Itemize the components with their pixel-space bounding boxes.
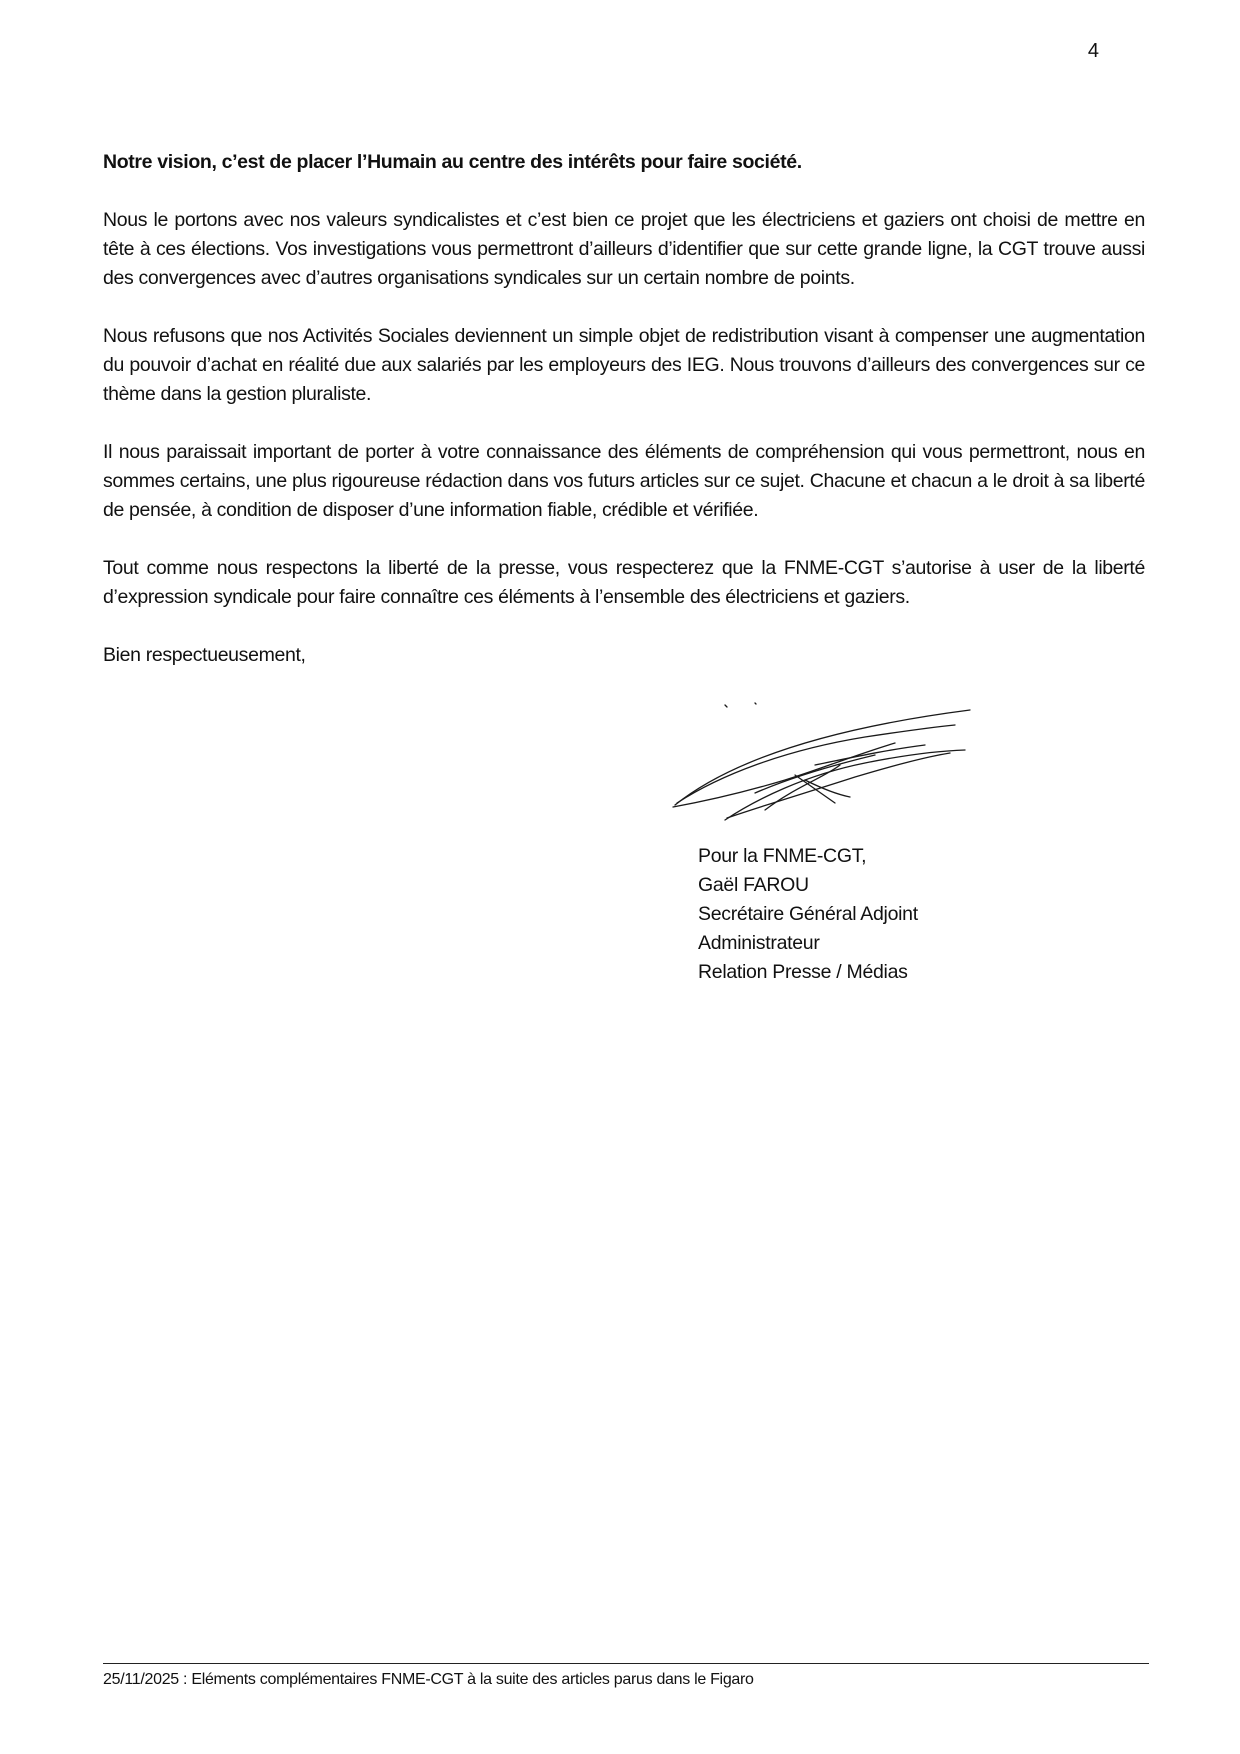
paragraph-2: Nous refusons que nos Activités Sociales deviennent un simple objet de redistribution visant à compenser une augmentation du pouvoir d’achat en réalité due aux salariés par les employeurs des IEG. Nous trouvons d’ailleurs des convergences sur ce thème dans la gestion pluraliste. bbox=[103, 325, 1145, 405]
paragraph-4: Tout comme nous respectons la liberté de la presse, vous respecterez que la FNME-CGT s’autorise à user de la liberté d’expression syndicale pour faire connaître ces éléments à l’ensemble des électriciens et gaziers. bbox=[103, 557, 1145, 608]
letter-body bbox=[103, 148, 1145, 699]
footer-divider bbox=[103, 1663, 1149, 1664]
signatory-department: Relation Presse / Médias bbox=[698, 961, 908, 983]
signatory-organization: Pour la FNME-CGT, bbox=[698, 845, 867, 867]
letter-heading: Notre vision, c’est de placer l’Humain au centre des intérêts pour faire société. bbox=[103, 151, 802, 173]
signatory-role: Administrateur bbox=[698, 932, 820, 954]
signatory-title: Secrétaire Général Adjoint bbox=[698, 903, 918, 925]
page-number: 4 bbox=[1087, 40, 1099, 62]
signatory-block bbox=[698, 842, 918, 987]
closing-line: Bien respectueusement, bbox=[103, 644, 306, 666]
footer-text: 25/11/2025 : Eléments complémentaires FNME-CGT à la suite des articles parus dans le Figaro bbox=[103, 1671, 754, 1688]
paragraph-1: Nous le portons avec nos valeurs syndicalistes et c’est bien ce projet que les électriciens et gaziers ont choisi de mettre en tête à ces élections. Vos investigations vous permettront d’ailleurs d’identifier que sur cette grande ligne, la CGT trouve aussi des convergences avec d’autres organisations syndicales sur un certain nombre de points. bbox=[103, 209, 1145, 289]
handwritten-signature bbox=[665, 695, 985, 825]
paragraph-3: Il nous paraissait important de porter à votre connaissance des éléments de compréhension qui vous permettront, nous en sommes certains, une plus rigoureuse rédaction dans vos futurs articles sur ce sujet. Chacune et chacun a le droit à sa liberté de pensée, à condition de disposer d’une information fiable, crédible et vérifiée. bbox=[103, 441, 1145, 521]
signatory-name: Gaël FAROU bbox=[698, 874, 809, 896]
